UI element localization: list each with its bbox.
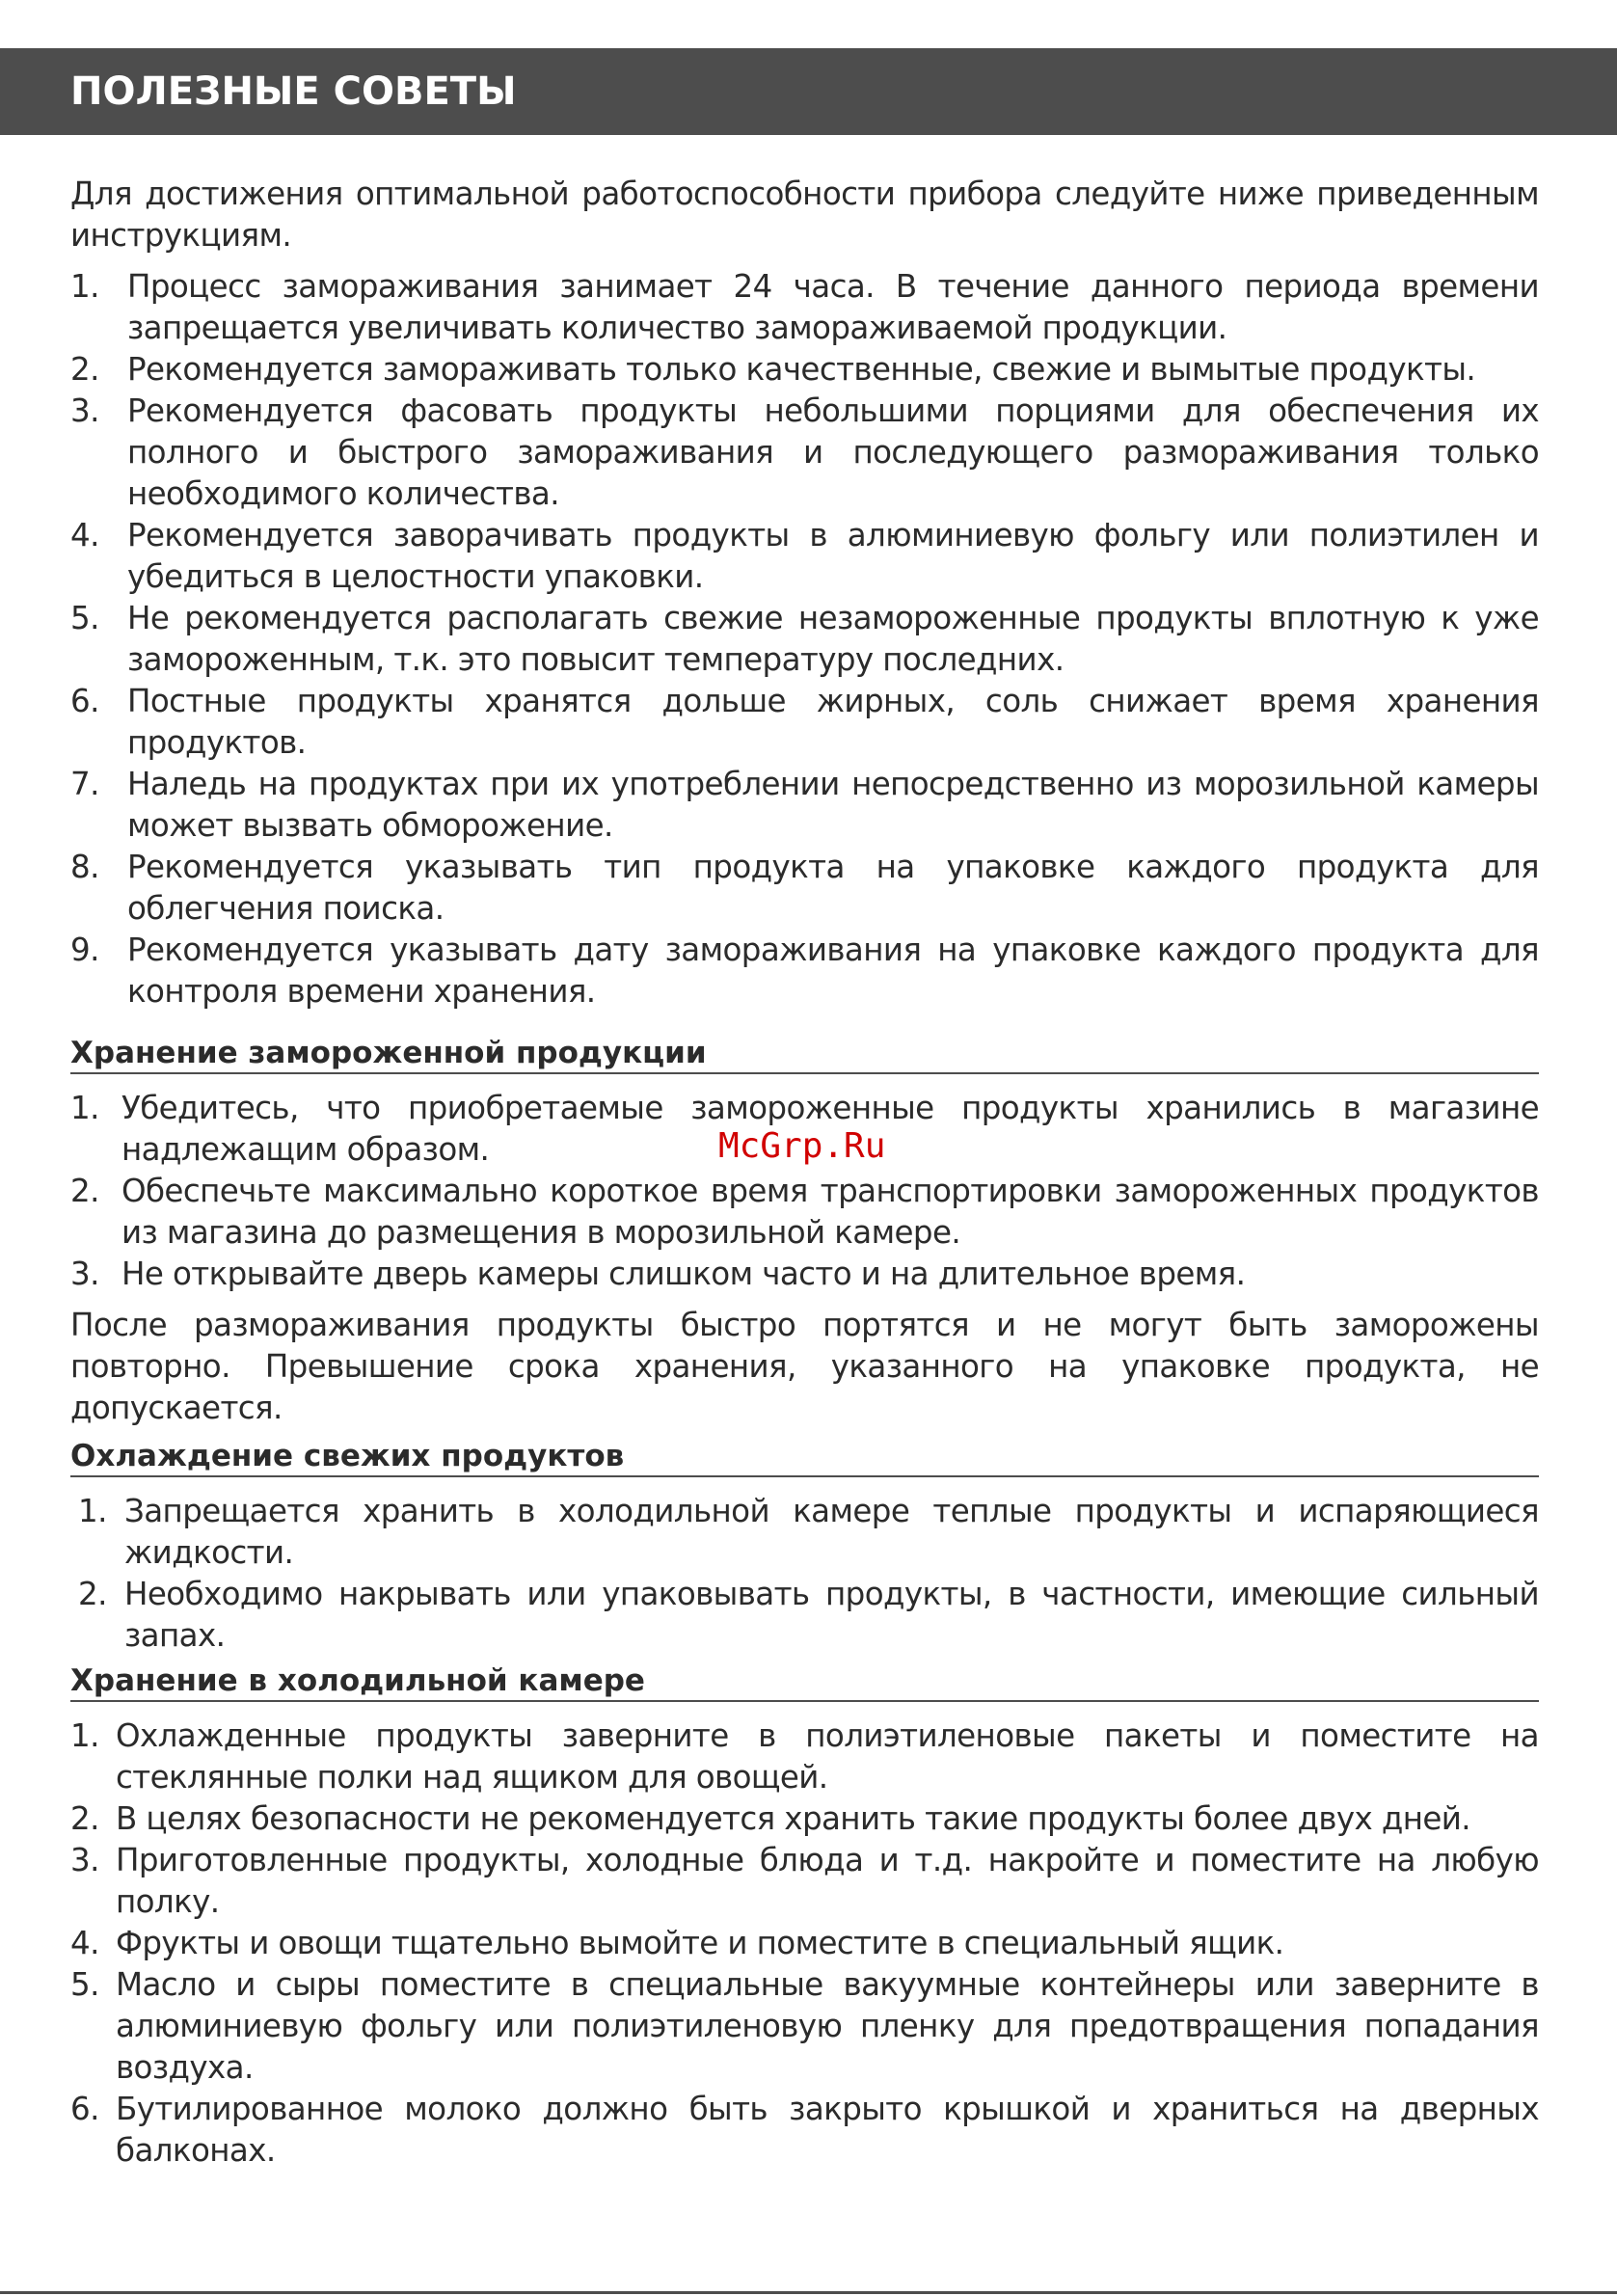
- list-item: 1. Охлажденные продукты заверните в полиэтиленовые пакеты и поместите на стеклянные полки над ящиком для овощей.: [70, 1717, 1539, 1796]
- list-item: 6. Постные продукты хранятся дольше жирных, соль снижает время хранения продуктов.: [70, 683, 1539, 761]
- cooling-list: [70, 1491, 1539, 1657]
- list-item: 8. Рекомендуется указывать тип продукта на упаковке каждого продукта для облегчения поиска.: [70, 849, 1539, 927]
- tips-list: [70, 266, 1539, 1013]
- section-heading-frozen: Хранение замороженной продукции: [70, 1034, 1539, 1074]
- list-item: 3. Не открывайте дверь камеры слишком часто и на длительное время.: [70, 1256, 1246, 1292]
- document-body: [70, 174, 1539, 2172]
- frozen-list: [70, 1088, 1539, 1295]
- list-item: 2. Обеспечьте максимально короткое время транспортировки замороженных продуктов из магазина до размещения в морозильной камере.: [70, 1173, 1539, 1251]
- list-item: 5. Масло и сыры поместите в специальные вакуумные контейнеры или заверните в алюминиевую фольгу или полиэтиленовую пленку для предотвращения попадания воздуха.: [70, 1966, 1539, 2086]
- list-item: 2. Рекомендуется замораживать только качественные, свежие и вымытые продукты.: [70, 351, 1476, 388]
- list-item: 1. Убедитесь, что приобретаемые замороженные продукты хранились в магазине надлежащим образом.: [70, 1090, 1539, 1168]
- list-item: 6. Бутилированное молоко должно быть закрыто крышкой и храниться на дверных балконах.: [70, 2091, 1539, 2169]
- section-heading-fridge: Хранение в холодильной камере: [70, 1661, 1539, 1702]
- list-item: 3. Рекомендуется фасовать продукты небольшими порциями для обеспечения их полного и быстрого замораживания и последующего размораживания только необходимого количества.: [70, 392, 1539, 512]
- list-item: 1. Запрещается хранить в холодильной камере теплые продукты и испаряющиеся жидкости.: [78, 1493, 1539, 1571]
- list-item: 9. Рекомендуется указывать дату замораживания на упаковке каждого продукта для контроля времени хранения.: [70, 932, 1539, 1010]
- list-item: 2. В целях безопасности не рекомендуется хранить такие продукты более двух дней.: [70, 1800, 1471, 1837]
- list-item: 7. Наледь на продуктах при их употреблении непосредственно из морозильной камеры может вызвать обморожение.: [70, 766, 1539, 844]
- section-heading-cooling: Охлаждение свежих продуктов: [70, 1437, 1539, 1477]
- watermark: McGrp.Ru: [718, 1126, 886, 1166]
- list-item: 1. Процесс замораживания занимает 24 часа. В течение данного периода времени запрещается увеличивать количество замораживаемой продукции.: [70, 268, 1539, 346]
- page-title: ПОЛЕЗНЫЕ СОВЕТЫ: [0, 48, 1617, 135]
- frozen-note: После размораживания продукты быстро портятся и не могут быть заморожены повторно. Превышение срока хранения, указанного на упаковке продукта, не допускается.: [70, 1307, 1539, 1426]
- list-item: 3. Приготовленные продукты, холодные блюда и т.д. накройте и поместите на любую полку.: [70, 1842, 1539, 1920]
- list-item: 2. Необходимо накрывать или упаковывать продукты, в частности, имеющие сильный запах.: [78, 1576, 1539, 1654]
- fridge-list: [70, 1715, 1539, 2172]
- list-item: 4. Рекомендуется заворачивать продукты в алюминиевую фольгу или полиэтилен и убедиться в целостности упаковки.: [70, 517, 1539, 595]
- intro-paragraph: Для достижения оптимальной работоспособности прибора следуйте ниже приведенным инструкциям.: [70, 176, 1539, 254]
- footer-divider: [0, 2291, 1617, 2294]
- list-item: 4. Фрукты и овощи тщательно вымойте и поместите в специальный ящик.: [70, 1925, 1284, 1961]
- list-item: 5. Не рекомендуется располагать свежие незамороженные продукты вплотную к уже замороженным, т.к. это повысит температуру последних.: [70, 600, 1539, 678]
